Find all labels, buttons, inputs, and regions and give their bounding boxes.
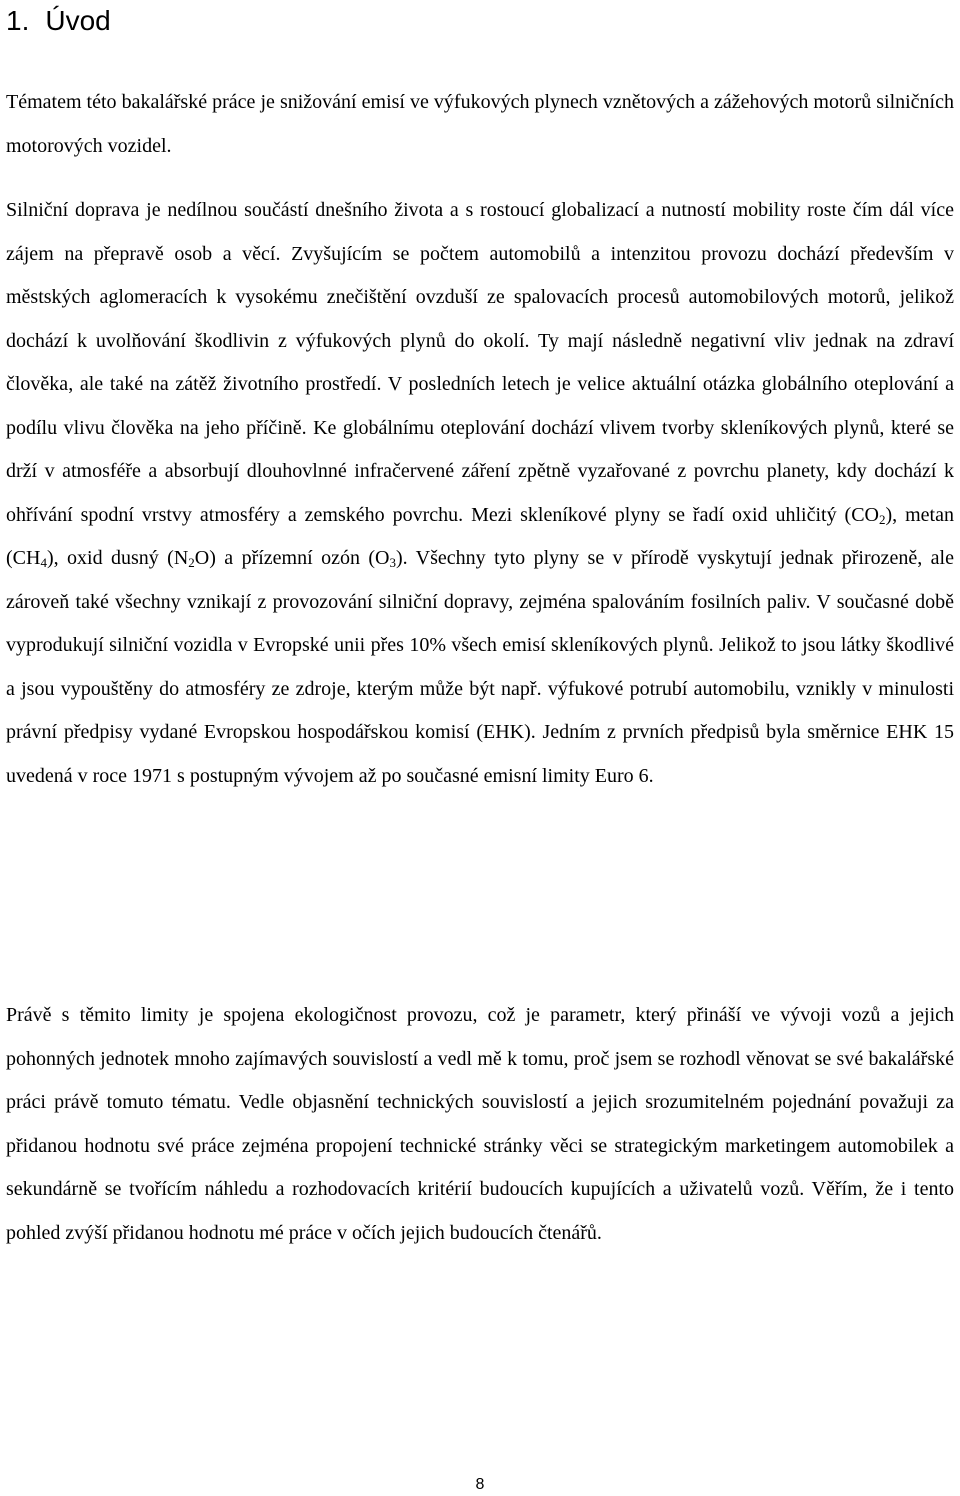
page-number: 8: [475, 1476, 485, 1493]
subscript: 2: [188, 555, 195, 570]
subscript: 3: [389, 555, 396, 570]
paragraph-text-segment: O) a přízemní ozón (O: [194, 547, 390, 569]
paragraph-text-segment: ), oxid dusný (N: [46, 547, 189, 569]
subscript: 4: [40, 555, 47, 570]
chapter-heading: [6, 4, 111, 38]
paragraph-road-transport: [6, 189, 954, 798]
subscript: 2: [879, 511, 886, 527]
paragraph-motivation: Právě s těmito limity je spojena ekologičnost provozu, což je parametr, který přináší ve vývoji vozů a jejich pohonných jednotek mnoho zajímavých souvislostí a vedl mě k tomu, proč jsem se rozhodl věnovat se své bakalářské práci právě tomuto tématu. Vedle objasnění technických souvislostí a jejich srozumitelném pojednání považuji za přidanou hodnotu své práce zejména propojení technické stránky věci se strategickým marketingem automobilek a sekundárně se tvořícím náhledu a rozhodovacích kritérií budoucích kupujících a uživatelů vozů. Věřím, že i tento pohled zvýší přidanou hodnotu mé práce v očích jejich budoucích čtenářů.: [6, 1004, 954, 1244]
paragraph-text-segment: ), metan (CH: [6, 503, 954, 569]
paragraph-intro: Tématem této bakalářské práce je snižování emisí ve výfukových plynech vznětových a zážehových motorů silničních motorových vozidel.: [6, 91, 954, 157]
paragraph-text-segment: ). Všechny tyto plyny se v přírodě vyskytují jednak přirozeně, ale zároveň také všechny vznikají z provozování silniční dopravy, zejména spalováním fosilních paliv. V současné době vyprodukují silniční vozidla v Evropské unii přes 10% všech emisí skleníkových plynů. Jelikož to jsou látky škodlivé a jsou vypouštěny do atmosféry ze zdroje, kterým může být např. výfukové potrubí automobilu, vznikly v minulosti právní předpisy vydané Evropskou hospodářskou komisí (EHK). Jedním z prvních předpisů byla směrnice EHK 15 uvedená v roce 1971 s postupným vývojem až po současné emisní limity Euro 6.: [6, 547, 954, 787]
chapter-title: Úvod: [45, 5, 111, 36]
paragraph-text-segment: Silniční doprava je nedílnou součástí dnešního života a s rostoucí globalizací a nutností mobility roste čím dál více zájem na přepravě osob a věcí. Zvyšujícím se počtem automobilů a intenzitou provozu dochází především v městských aglomeracích k vysokému znečištění ovzduší ze spalovacích procesů automobilových motorů, jelikož dochází k uvolňování škodlivin z výfukových plynů do okolí. Ty mají následně negativní vliv jednak na zdraví člověka, ale také na zátěž životního prostředí. V posledních letech je velice aktuální otázka globálního oteplování a podílu vlivu člověka na jeho příčině. Ke globálnímu oteplování dochází vlivem tvorby skleníkových plynů, které se drží v atmosféře a absorbují dlouhovlnné infračervené záření zpětně vyzařované z povrchu planety, kdy dochází k ohřívání spodní vrstvy atmosféry a zemského povrchu. Mezi skleníkové plyny se řadí oxid uhličitý (CO: [6, 199, 954, 526]
chapter-number: 1.: [6, 5, 30, 36]
